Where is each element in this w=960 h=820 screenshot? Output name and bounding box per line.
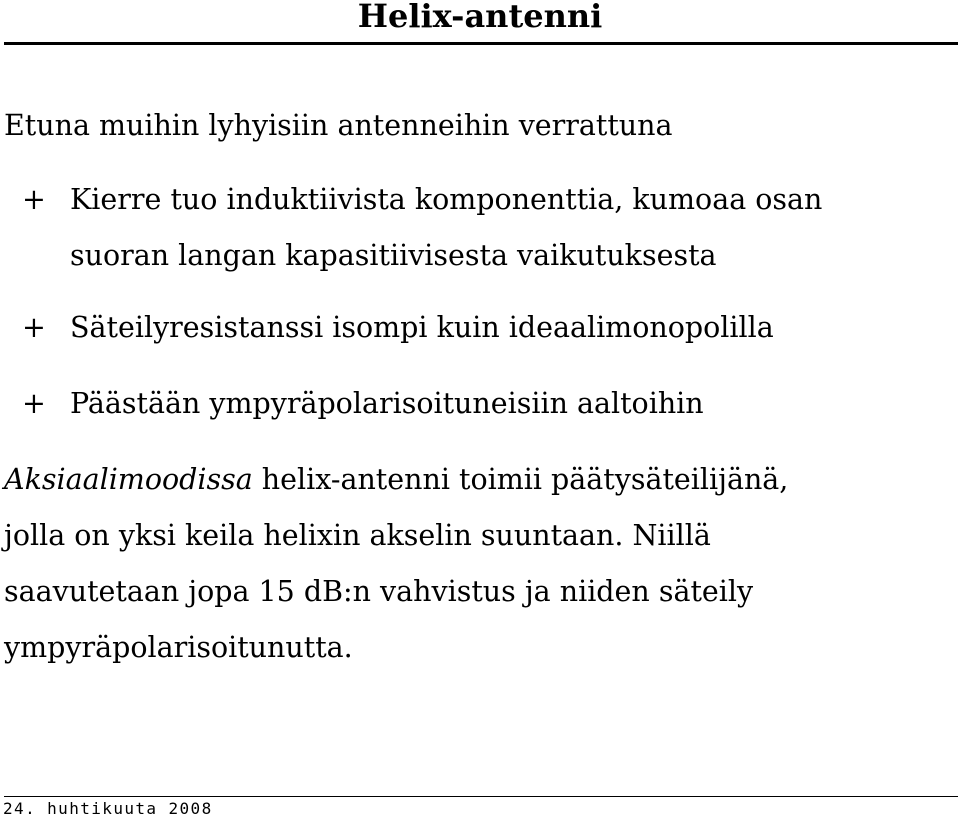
list-item-line: Päästään ympyräpolarisoituneisiin aaltoihin xyxy=(70,387,704,420)
list-item-line: suoran langan kapasitiivisesta vaikutuksesta xyxy=(70,239,717,272)
emphasized-term: Aksiaalimoodissa xyxy=(4,463,253,496)
paragraph-text: helix-antenni toimii päätysäteilijänä, xyxy=(252,463,789,496)
plus-icon: + xyxy=(22,387,46,420)
list-item-line: Säteilyresistanssi isompi kuin ideaalimonopolilla xyxy=(70,311,774,344)
list-item xyxy=(22,376,822,432)
footer-rule xyxy=(4,796,958,797)
paragraph-line: jolla on yksi keila helixin akselin suuntaan. Niillä xyxy=(4,519,711,552)
list-item-line: Kierre tuo induktiivista komponenttia, kumoaa osan xyxy=(70,183,823,216)
footer-date: 24. huhtikuuta 2008 xyxy=(3,799,213,818)
title-rule xyxy=(4,42,958,45)
paragraph-line xyxy=(4,452,788,508)
intro-text: Etuna muihin lyhyisiin antenneihin verrattuna xyxy=(4,109,673,142)
list-item xyxy=(22,300,822,356)
body-paragraph xyxy=(4,452,788,676)
advantages-list xyxy=(22,172,822,432)
list-item xyxy=(22,172,822,284)
paragraph-line: saavutetaan jopa 15 dB:n vahvistus ja niiden säteily xyxy=(4,575,754,608)
plus-icon: + xyxy=(22,311,46,344)
paragraph-line: ympyräpolarisoitunutta. xyxy=(4,631,353,664)
slide-title: Helix-antenni xyxy=(357,0,603,35)
plus-icon: + xyxy=(22,183,46,216)
